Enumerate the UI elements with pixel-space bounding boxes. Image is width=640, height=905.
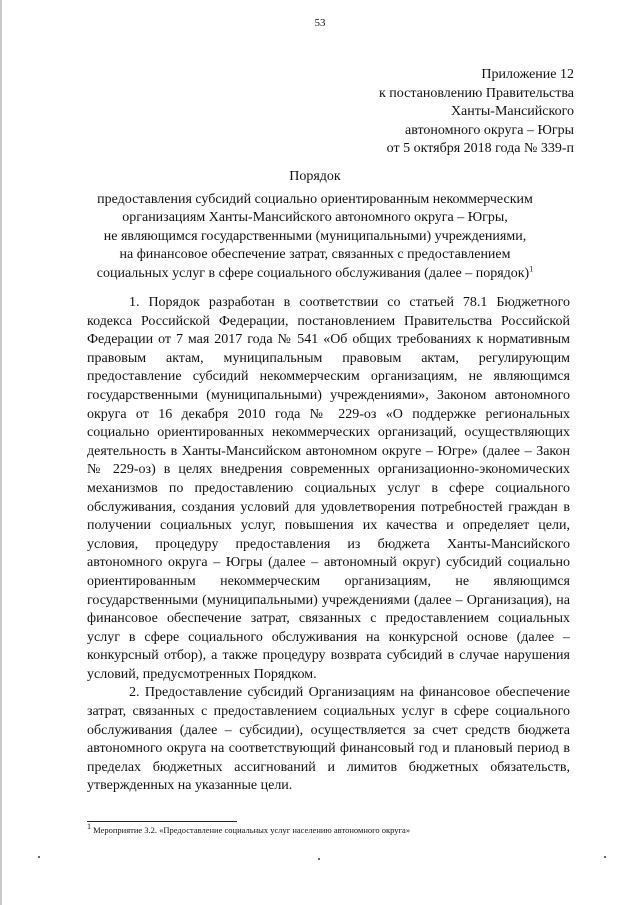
scan-speck [318, 858, 320, 860]
title-line: предоставления субсидий социально ориентированным некоммерческим [97, 191, 533, 207]
scan-speck [604, 856, 606, 858]
document-title [60, 168, 570, 283]
scan-edge [0, 0, 2, 905]
appendix-line: Ханты-Мансийского [450, 104, 574, 119]
title-last-line [60, 265, 570, 284]
footnote-mark: 1 [87, 822, 91, 832]
footnote [87, 822, 570, 836]
title-line: социальных услуг в сфере социального обслуживания (далее – порядок) [96, 265, 530, 281]
footnote-separator [87, 821, 237, 822]
appendix-line: от 5 октября 2018 года № 339-п [386, 141, 574, 156]
title-line: на финансовое обеспечение затрат, связанных с предоставлением [119, 247, 511, 262]
document-body [87, 294, 570, 796]
scan-speck [38, 856, 40, 858]
paragraph-1: 1. Порядок разработан в соответствии со статьей 78.1 Бюджетного кодекса Российской Федерации, постановлением Правительства Российской Федерации от 7 мая 2017 года № 541 «Об общих требованиях к нормативным правовым актам, муниципальным правовым актам, регулирующим предоставление субсидий некоммерческим организациям, не являющимся государственными (муниципальными) учреждениями», Законом автономного округа от 16 декабря 2010 года № 229-оз «О поддержке региональных социально ориентированных некоммерческих организаций, осуществляющих деятельность в Ханты-Мансийском автономном округе – Югре» (далее – Закон № 229-оз) в целях внедрения современных организационно-экономических механизмов по предоставлению социальных услуг в сфере социального обслуживания, создания условий для удовлетворения потребностей граждан в получении социальных услуг, повышения их качества и определяет цели, условия, процедуру предоставления из бюджета Ханты-Мансийского автономного округа – Югры (далее – автономный округ) субсидий социально ориентированным некоммерческим организациям, не являющимся государственными (муниципальными) учреждениями (далее – Организация), на финансовое обеспечение затрат, связанных с предоставлением социальных услуг в сфере социального обслуживания на конкурсной основе (далее – конкурсный отбор), а также процедуру возврата субсидий в случае нарушения условий, предусмотренных Порядком. [87, 295, 570, 682]
appendix-header [254, 66, 574, 159]
footnote-text: Мероприятие 3.2. «Предоставление социальных услуг населению автономного округа» [91, 825, 411, 835]
paragraph-2: 2. Предоставление субсидий Организациям на финансовое обеспечение затрат, связанных с предоставлением социальных услуг в сфере социального обслуживания (далее – субсидии), осуществляется за счет средств бюджета автономного округа на соответствующий финансовый год и плановый период в пределах бюджетных ассигнований и лимитов бюджетных обязательств, утвержденных на указанные цели. [87, 685, 570, 794]
appendix-line: к постановлению Правительства [378, 85, 574, 101]
page-number: 53 [314, 17, 326, 29]
title-line: не являющимся государственными (муниципальными) учреждениями, [103, 228, 527, 244]
appendix-line: автономного округа – Югры [405, 122, 574, 138]
title-heading: Порядок [289, 169, 341, 184]
appendix-line: Приложение 12 [481, 67, 574, 82]
footnote-reference: 1 [529, 263, 534, 273]
title-line: организациям Ханты-Мансийского автономного округа – Югры, [122, 210, 508, 225]
